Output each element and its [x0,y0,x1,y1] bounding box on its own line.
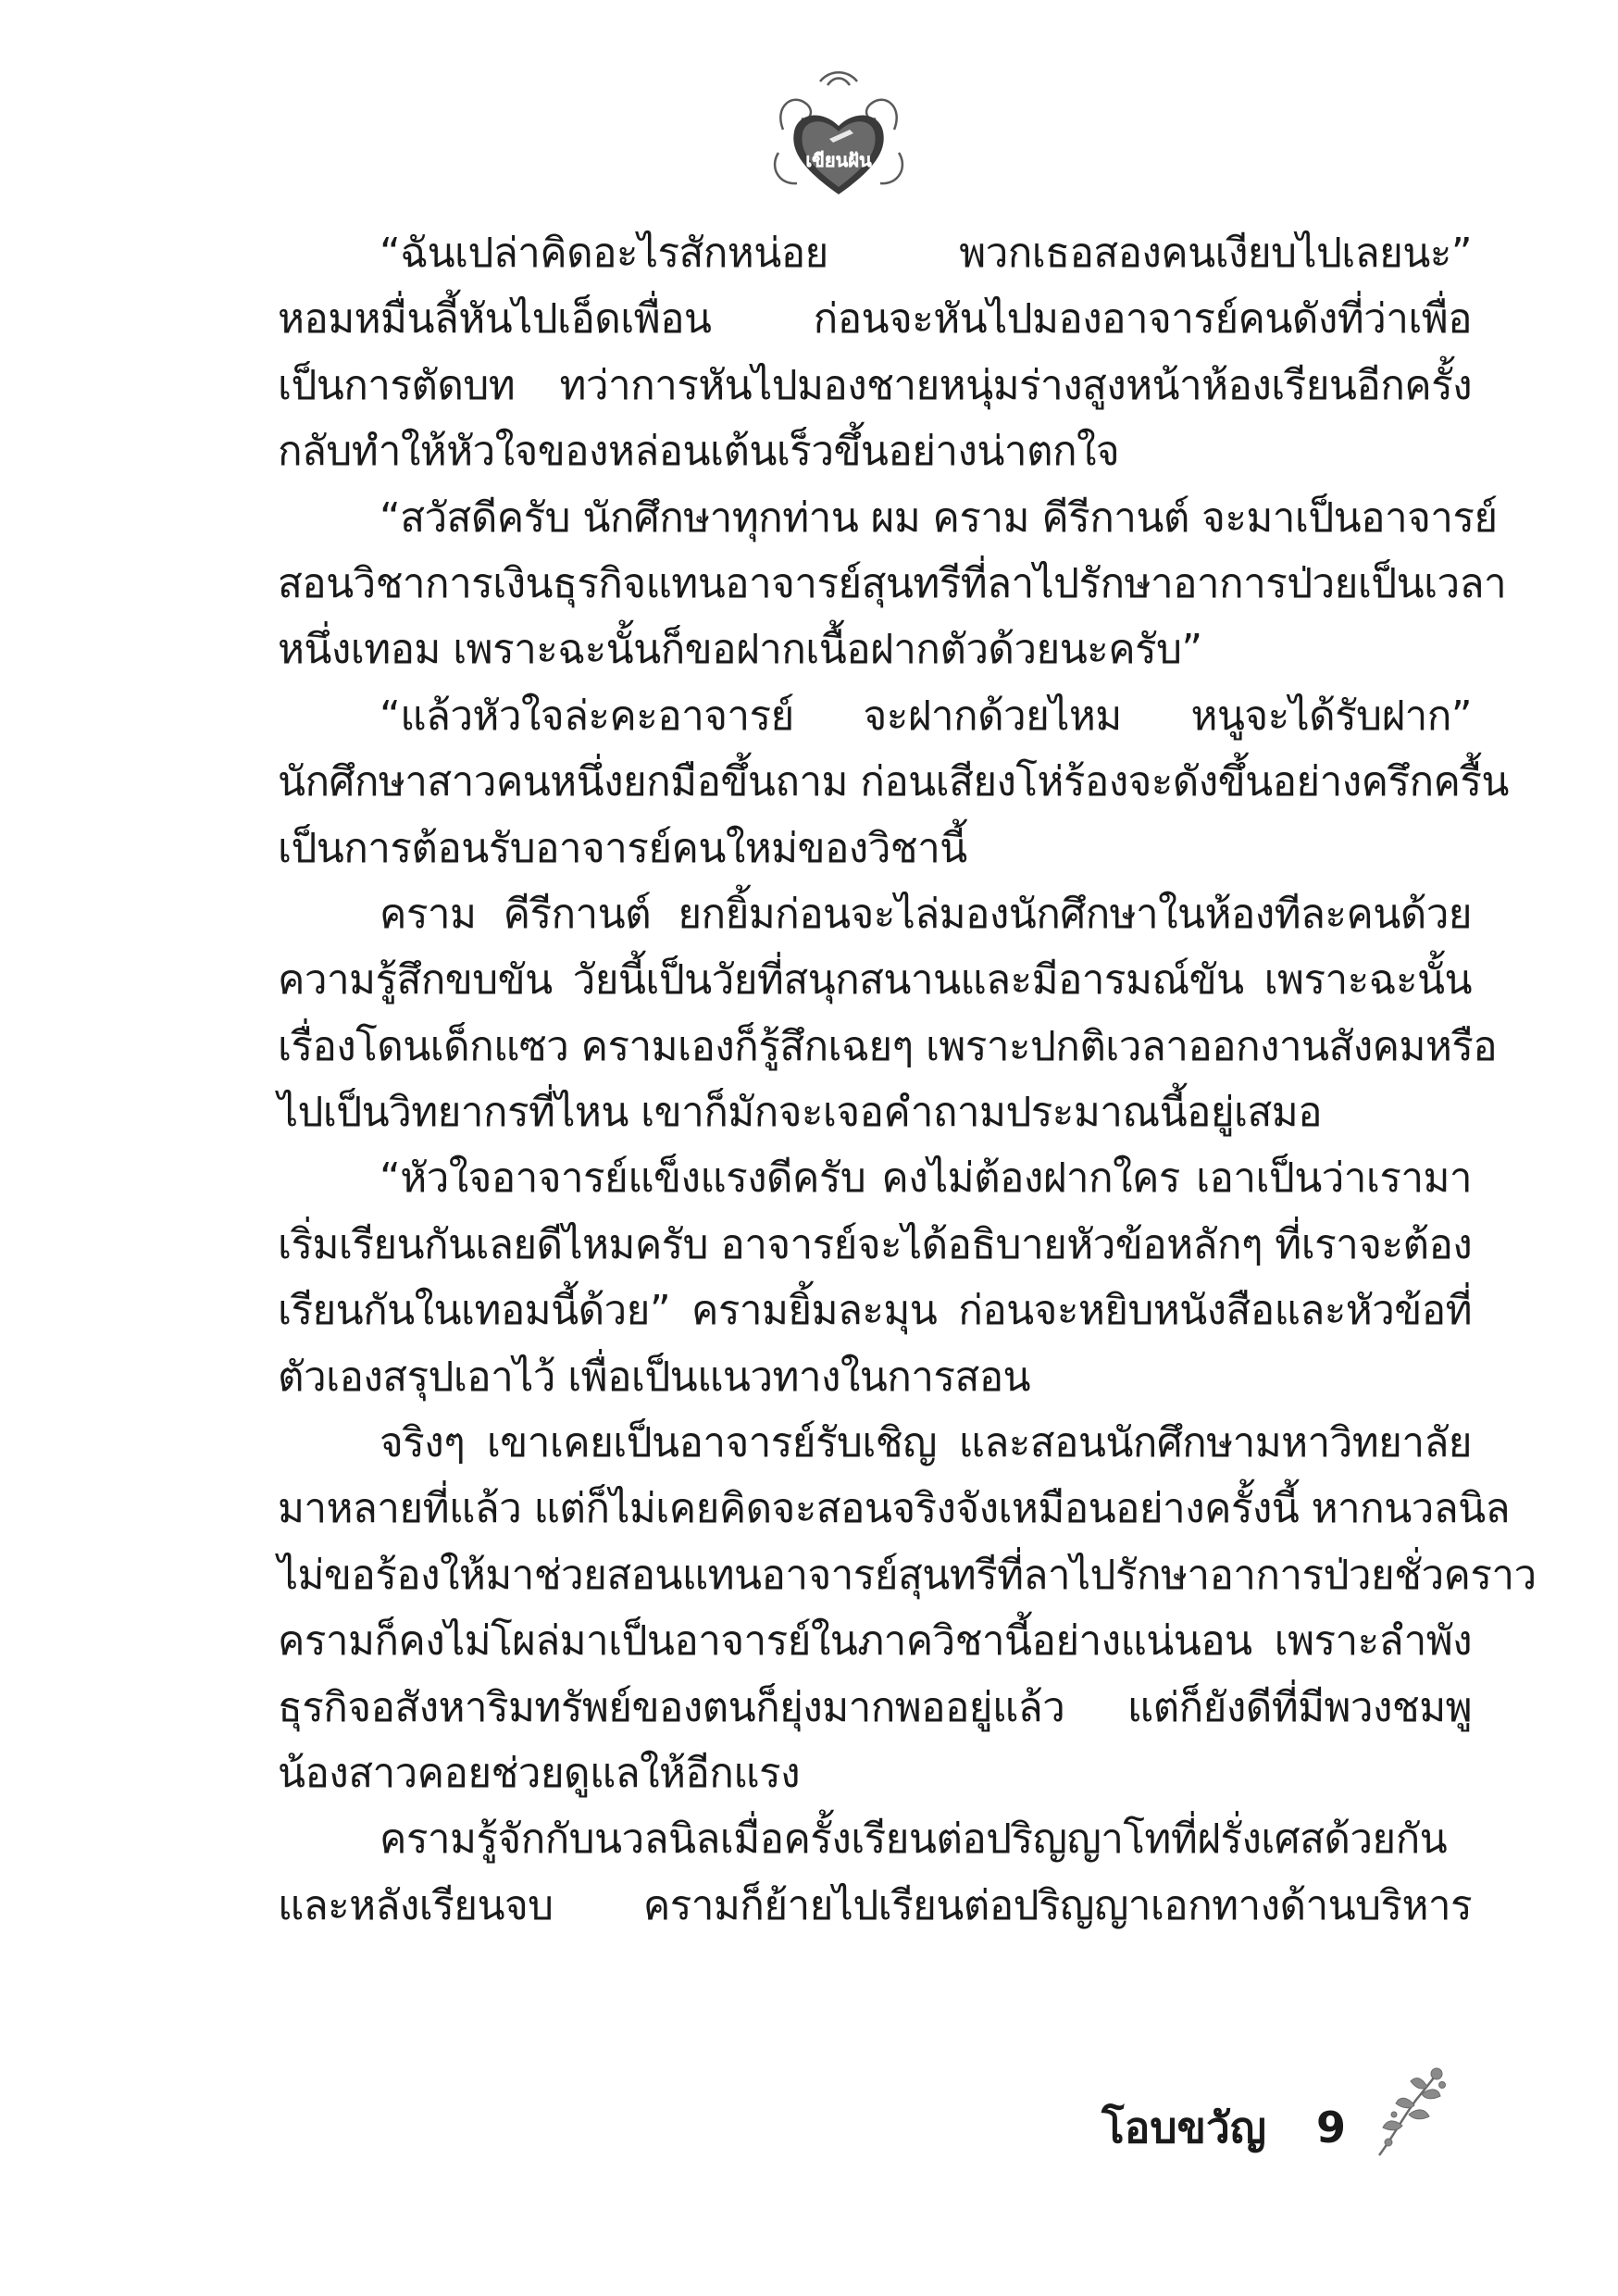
paragraph-line: ครามก็คงไม่โผล่มาเป็นอาจารย์ในภาควิชานี้อย่างแน่นอน เพราะลำพัง [278,1617,1472,1666]
paragraph-line: เป็นการต้อนรับอาจารย์คนใหม่ของวิชานี้ [278,824,967,872]
paragraph-line: “หัวใจอาจารย์แข็งแรงดีครับ คงไม่ต้องฝากใคร เอาเป็นว่าเรามา [380,1154,1472,1203]
paragraph-line: สอนวิชาการเงินธุรกิจแทนอาจารย์สุนทรีที่ลาไปรักษาอาการป่วยเป็นเวลา [278,559,1507,607]
paragraph-line: จริงๆ เขาเคยเป็นอาจารย์รับเชิญ และสอนนักศึกษามหาวิทยาลัย [380,1419,1472,1467]
paragraph-line: หอมหมื่นลี้หันไปเอ็ดเพื่อน ก่อนจะหันไปมองอาจารย์คนดังที่ว่าเพื่อ [278,295,1472,343]
paragraph-line: มาหลายที่แล้ว แต่ก็ไม่เคยคิดจะสอนจริงจังเหมือนอย่างครั้งนี้ หากนวลนิล [278,1485,1510,1533]
paragraph-line: หนึ่งเทอม เพราะฉะนั้นก็ขอฝากเนื้อฝากตัวด้วยนะครับ” [278,626,1202,674]
paragraph-line: ครามรู้จักกับนวลนิลเมื่อครั้งเรียนต่อปริญญาโทที่ฝรั่งเศสด้วยกัน [380,1816,1448,1864]
paragraph-line: นักศึกษาสาวคนหนึ่งยกมือขึ้นถาม ก่อนเสียงโห่ร้องจะดังขึ้นอย่างครึกครื้น [278,758,1509,806]
paragraph-line: ธุรกิจอสังหาริมทรัพย์ของตนก็ยุ่งมากพออยู่แล้ว แต่ก็ยังดีที่มีพวงชมพู [278,1683,1472,1731]
paragraph-line: เริ่มเรียนกันเลยดีไหมครับ อาจารย์จะได้อธิบายหัวข้อหลักๆ ที่เราจะต้อง [278,1220,1473,1268]
paragraph-line: น้องสาวคอยช่วยดูแลให้อีกแรง [278,1749,800,1797]
paragraph-line: และหลังเรียนจบ ครามก็ย้ายไปเรียนต่อปริญญาเอกทางด้านบริหาร [278,1881,1472,1929]
paragraph-line: “แล้วหัวใจล่ะคะอาจารย์ จะฝากด้วยไหม หนูจะได้รับฝาก” [380,692,1472,740]
emblem-label: เขียนฝัน [805,149,872,171]
book-title: โอบขวัญ [1101,2103,1267,2152]
body-text [278,220,1537,1939]
paragraph-line: ไปเป็นวิทยากรที่ไหน เขาก็มักจะเจอคำถามประมาณนี้อยู่เสมอ [278,1089,1322,1137]
paragraph-line: ตัวเองสรุปเอาไว้ เพื่อเป็นแนวทางในการสอน [278,1353,1031,1401]
paragraph-line: กลับทำให้หัวใจของหล่อนเต้นเร็วขึ้นอย่างน่าตกใจ [278,428,1120,476]
page-number: 9 [1316,2103,1347,2152]
paragraph-line: “ฉันเปล่าคิดอะไรสักหน่อย พวกเธอสองคนเงียบไปเลยนะ” [380,230,1472,277]
paragraph-line: ความรู้สึกขบขัน วัยนี้เป็นวัยที่สนุกสนานและมีอารมณ์ขัน เพราะฉะนั้น [278,956,1472,1004]
header-emblem [765,65,913,204]
paragraph-line: “สวัสดีครับ นักศึกษาทุกท่าน ผม คราม คีรีกานต์ จะมาเป็นอาจารย์ [380,493,1498,542]
paragraph-line: คราม คีรีกานต์ ยกยิ้มก่อนจะไล่มองนักศึกษาในห้องทีละคนด้วย [380,890,1472,938]
paragraph-line: เรื่องโดนเด็กแซว ครามเองก็รู้สึกเฉยๆ เพราะปกติเวลาออกงานสังคมหรือ [278,1022,1498,1070]
paragraph-line: ไม่ขอร้องให้มาช่วยสอนแทนอาจารย์สุนทรีที่ลาไปรักษาอาการป่วยชั่วคราว [278,1551,1537,1599]
paragraph-line: เรียนกันในเทอมนี้ด้วย” ครามยิ้มละมุน ก่อนจะหยิบหนังสือและหัวข้อที่ [278,1287,1472,1335]
paragraph-line: เป็นการตัดบท ทว่าการหันไปมองชายหนุ่มร่างสูงหน้าห้องเรียนอีกครั้ง [278,361,1472,409]
floral-ornament-icon [1361,2063,1453,2165]
